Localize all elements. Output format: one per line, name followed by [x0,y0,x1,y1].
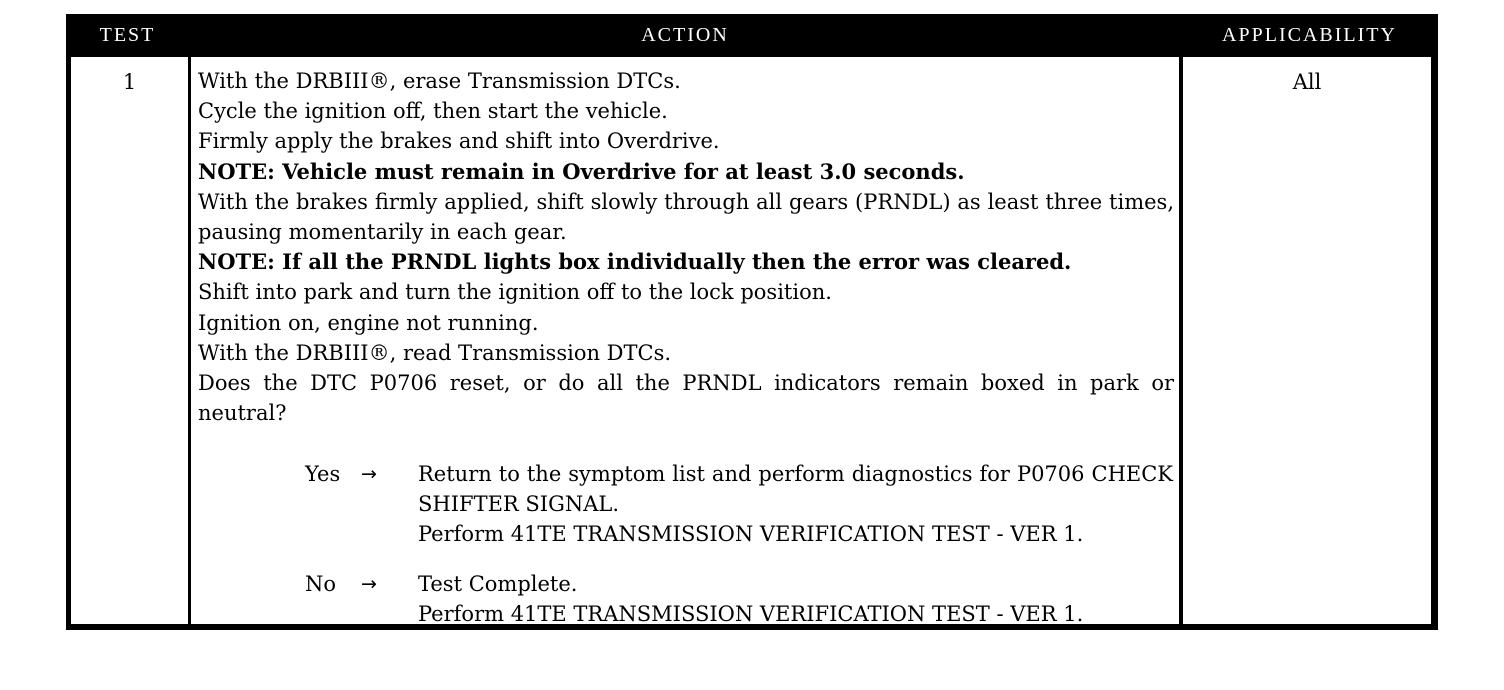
right-arrow-icon: → [361,463,377,485]
action-note: NOTE: Vehicle must remain in Overdrive for at least 3.0 seconds. [198,158,965,184]
action-step: Cycle the ignition off, then start the vehicle. [198,99,668,124]
yes-branch [191,459,1179,559]
action-step: With the DRBIII®, erase Transmission DTCs. [198,69,681,93]
action-question: Does the DTC P0706 reset, or do all the PRNDL indicators remain boxed in park or neutral? [198,371,1174,426]
action-step: Firmly apply the brakes and shift into Overdrive. [198,129,720,154]
yes-instruction-line: Perform 41TE TRANSMISSION VERIFICATION TEST - VER 1. [418,522,1084,546]
test-cell [71,57,188,624]
test-number: 1 [122,70,137,94]
diagnostic-test-table [66,14,1438,630]
no-branch [191,569,1179,629]
yes-instruction-line: Return to the symptom list and perform diagnostics for P0706 CHECK SHIFTER SIGNAL. [418,462,1173,516]
header-action: ACTION [641,23,729,46]
action-step: With the DRBIII®, read Transmission DTCs. [198,340,672,365]
no-instruction-line: Test Complete. [418,572,578,596]
action-cell [191,57,1179,624]
action-step: With the brakes firmly applied, shift slowly through all gears (PRNDL) as least three times, pausing momentarily in each gear. [198,189,1174,245]
yes-label: Yes [305,462,341,486]
no-label: No [305,572,337,596]
header-test: TEST [99,23,156,46]
header-applicability: APPLICABILITY [1222,23,1397,46]
no-instruction-line: Perform 41TE TRANSMISSION VERIFICATION TEST - VER 1. [418,602,1084,626]
right-arrow-icon: → [361,573,377,595]
applicability-value: All [1292,70,1322,94]
yes-instructions [418,459,1173,549]
action-note: NOTE: If all the PRNDL lights box individually then the error was cleared. [198,249,1072,275]
applicability-cell [1183,57,1431,624]
action-step: Shift into park and turn the ignition off to the lock position. [198,280,832,305]
action-step: Ignition on, engine not running. [198,310,539,335]
no-instructions [418,569,1173,629]
action-steps [198,66,1174,428]
